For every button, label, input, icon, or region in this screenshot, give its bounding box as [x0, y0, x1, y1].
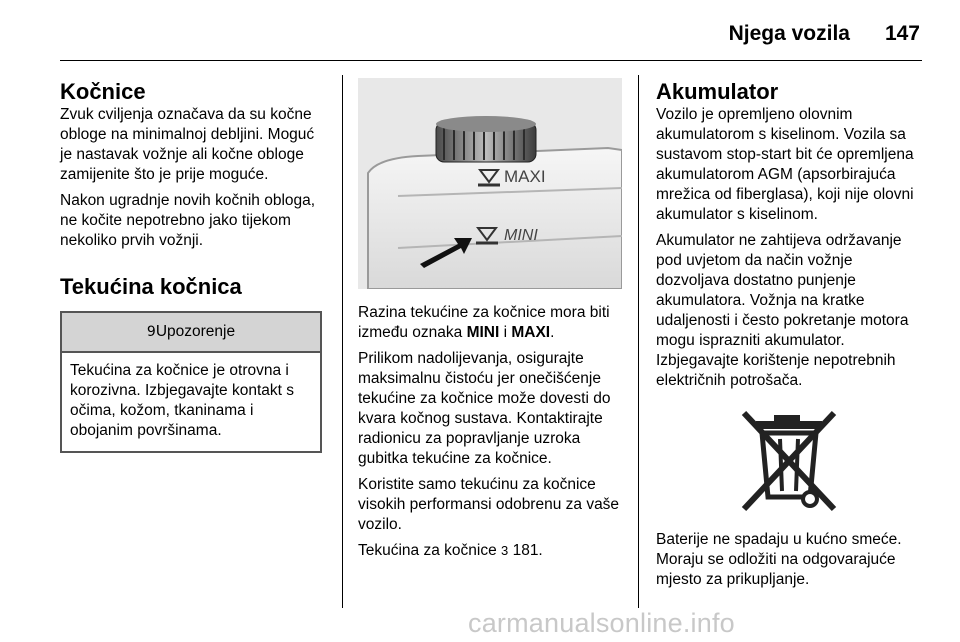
- page-header: [60, 0, 922, 58]
- battery-disposal-paragraph: Baterije ne spadaju u kućno smeće. Moraju se odložiti na odgovarajuće mjesto za prikupljanje.: [656, 531, 902, 588]
- topping-up-paragraph: Prilikom nadolijevanja, osigurajte maksimalnu čistoću jer onečišćenje tekućine za kočnice može dovesti do kvara kočnog sustava. Kontaktirajte radionicu za popravljanje uzroka gubitka tekućine za kočnice.: [358, 350, 611, 467]
- warning-box: [60, 311, 322, 453]
- level-connector: i: [499, 324, 512, 341]
- battery-heading: Akumulator: [656, 79, 779, 104]
- header-divider: [60, 60, 922, 61]
- page-number: 147: [884, 22, 920, 45]
- battery-paragraph-3: Izbjegavajte korištenje nepotrebnih električnih potrošača.: [656, 352, 896, 389]
- brake-fluid-heading: Tekućina kočnica: [60, 274, 242, 299]
- warning-triangle-icon: 9: [146, 324, 156, 340]
- brakes-heading: Kočnice: [60, 79, 146, 104]
- reference-text: Tekućina za kočnice: [358, 542, 502, 559]
- left-column: [60, 78, 326, 453]
- level-end: .: [550, 324, 555, 341]
- brake-fluid-reservoir-image: [358, 78, 622, 289]
- level-text: Razina tekućine za kočnice mora biti između oznaka: [358, 304, 610, 341]
- reference-arrow-icon: 3: [501, 543, 509, 558]
- column-divider-left: [342, 75, 343, 608]
- reference-paragraph: [358, 541, 624, 561]
- reservoir-illustration: [358, 78, 622, 289]
- crossed-out-bin-icon: [734, 405, 844, 515]
- brakes-paragraph-1: Zvuk cviljenja označava da su kočne obloge na minimalnoj debljini. Moguć je nastavak vožnje ali kočne obloge zamijenite što je prije moguće.: [60, 106, 315, 183]
- use-fluid-paragraph: Koristite samo tekućinu za kočnice visokih performansi odobrenu za vaše vozilo.: [358, 476, 620, 533]
- min-term: MINI: [466, 324, 500, 341]
- section-title: Njega vozila: [728, 22, 850, 45]
- warning-text: Tekućina za kočnice je otrovna i korozivna. Izbjegavajte kontakt s očima, kožom, tkaninama i obojanim površinama.: [70, 362, 295, 439]
- right-column: [656, 78, 926, 596]
- warning-title: Upozorenje: [155, 323, 236, 340]
- warning-header: [62, 313, 320, 353]
- max-term: MAXI: [511, 324, 551, 341]
- min-label: MINI: [504, 227, 538, 244]
- battery-paragraph-1: Vozilo je opremljeno olovnim akumulatorom s kiselinom. Vozila sa sustavom stop-start bit će opremljena akumulatorom AGM (apsorbirajuća mrežica od fiberglasa), koji nije olovni akumulator s kiselinom.: [656, 106, 914, 223]
- reference-page: 181.: [508, 542, 543, 559]
- max-label: MAXI: [504, 167, 546, 186]
- column-divider-right: [638, 75, 639, 608]
- middle-column: [358, 78, 624, 567]
- level-paragraph: [358, 303, 624, 343]
- watermark: carmanualsonline.info: [468, 608, 735, 638]
- brakes-paragraph-2: Nakon ugradnje novih kočnih obloga, ne kočite nepotrebno jako tijekom nekoliko prvih vožnji.: [60, 192, 316, 249]
- battery-paragraph-2: Akumulator ne zahtijeva održavanje pod uvjetom da način vožnje dozvoljava dostatno punjenje akumulatora. Vožnja na kratke udaljenosti i često pokretanje motora mogu isprazniti akumulator.: [656, 232, 909, 349]
